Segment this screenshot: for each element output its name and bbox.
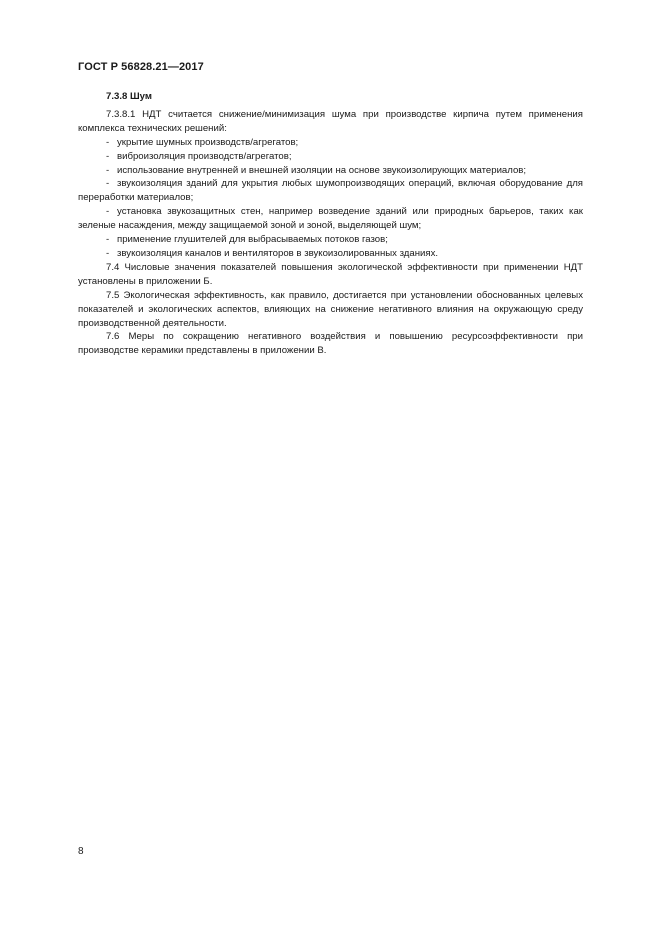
dash-marker: - [106,206,110,218]
dash-marker: - [106,178,110,190]
paragraph-7-5: 7.5 Экологическая эффективность, как правило, достигается при установлении обоснованных целевых показателей и экологических аспектов, влияющих на снижение негативного влияния на окружающую среду производственной деятельности. [78,289,583,329]
dash-marker: - [106,234,110,246]
dash-marker: - [106,164,110,176]
paragraph-7-4: 7.4 Числовые значения показателей повышения экологической эффективности при применении НДТ установлены в приложении Б. [78,261,583,287]
list-item: - использование внутренней и внешней изоляции на основе звукоизолирующих материалов; [106,164,527,176]
measures-list [78,136,583,261]
section-body [78,90,583,358]
list-item: - установка звукозащитных стен, например возведение зданий или природных барьеров, таких как зеленые насаждения, между защищаемой зоной и зоной, выделяющей шум; [78,206,583,232]
page-number: 8 [78,846,84,857]
section-heading: 7.3.8 Шум [106,91,152,102]
dash-marker: - [106,247,110,259]
list-item: - виброизоляция производств/агрегатов; [106,150,292,162]
dash-marker: - [106,136,110,148]
paragraph-7-3-8-1: 7.3.8.1 НДТ считается снижение/минимизация шума при производстве кирпича путем применения комплекса технических решений: [78,108,583,134]
list-item: - укрытие шумных производств/агрегатов; [106,136,299,148]
list-item: - звукоизоляция каналов и вентиляторов в звукоизолированных зданиях. [106,247,439,259]
list-item: - звукоизоляция зданий для укрытия любых шумопроизводящих операций, включая оборудование для переработки материалов; [78,178,583,204]
list-item: - применение глушителей для выбрасываемых потоков газов; [106,234,388,246]
document-header: ГОСТ Р 56828.21—2017 [78,61,204,73]
paragraph-7-6: 7.6 Меры по сокращению негативного воздействия и повышению ресурсоэффективности при производстве керамики представлены в приложении В. [78,331,583,357]
dash-marker: - [106,150,110,162]
